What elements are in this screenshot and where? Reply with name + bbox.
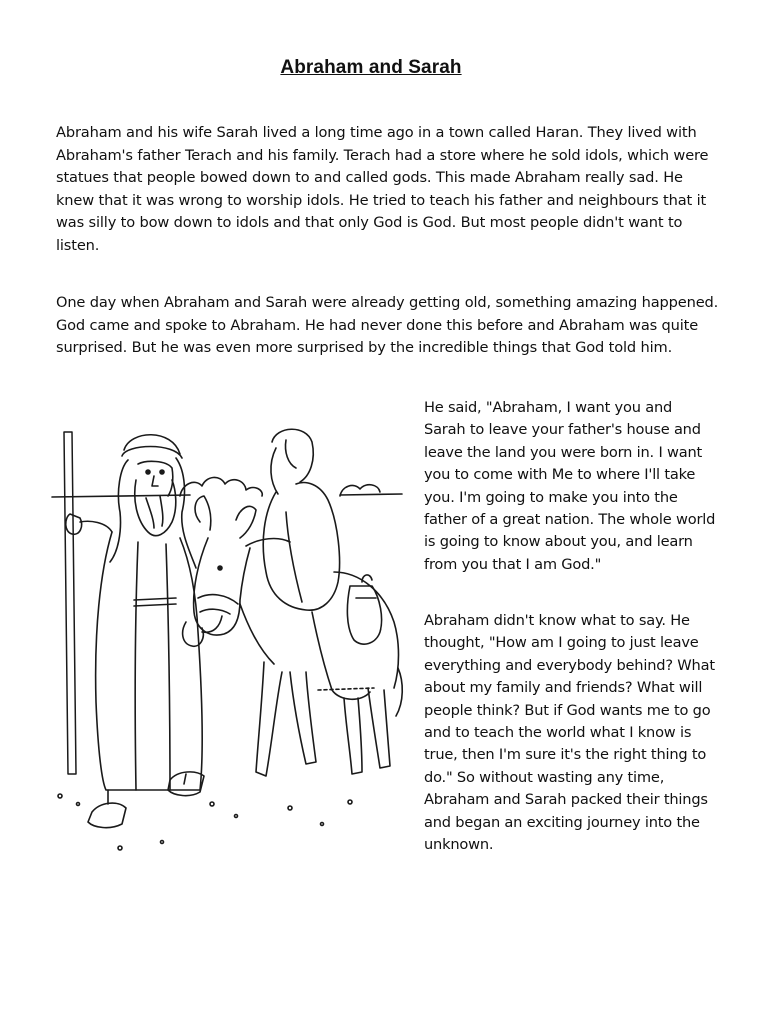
abraham-sarah-donkey-illustration [50,372,410,854]
eye-left [146,470,150,474]
eye-right [160,470,164,474]
donkey-back [334,572,399,688]
page-title: Abraham and Sarah [280,57,462,78]
robe [96,532,203,790]
donkey-leg-back-1 [368,688,390,768]
paragraph-abrahams-response: Abraham didn't know what to say. He thought, "How am I going to just leave everything and everybody behind? What about my family and friends? What will people think? But if God wants me to go and to teach the world what I know is true, then I'm sure it's the right thing to do." So without wasting any time, Abraham and Sarah packed their things and began an exciting journey into the unknown. [424,612,715,854]
paragraph-god-speaks: One day when Abraham and Sarah were already getting old, something amazing happened. God came and spoke to Abraham. He had never done this before and Abraham was quite surprised. But he was even more surprised by the incredible things that God told him. [56,294,719,356]
face [138,461,173,496]
beard [135,480,176,536]
donkey-neck [246,539,290,546]
robe-fold-1 [135,542,138,790]
saddle-bag [347,586,381,644]
donkey-chest [240,604,274,664]
donkey-head [194,538,250,635]
sarah-face [285,440,296,468]
headband [124,435,180,454]
donkey-leg-front-2 [290,672,316,764]
staff [64,432,76,774]
donkey-ear-left [195,496,211,530]
bush-left [180,477,262,496]
donkey-leg-back-2 [344,698,362,774]
sarah-headscarf [272,429,313,482]
headcloth-right [176,458,196,568]
hand-rope [183,622,204,646]
sandal-left [88,803,126,828]
sarah-robe [263,483,339,611]
belt [134,598,176,600]
donkey-ear-right [236,506,256,538]
donkey-eye [218,566,222,570]
sarah-dress-hem [312,612,370,699]
pebble [58,794,62,798]
paragraph-gods-command: He said, "Abraham, I want you and Sarah to leave your father's house and leave the land you were born in. I want you to come with Me to where I'll take you. I'm going to make you into the father of a great nation. The whole world is going to know about you, and learn from you that I am God." [424,399,716,573]
headcloth-left [110,460,128,562]
donkey-halter [198,595,238,604]
paragraph-intro: Abraham and his wife Sarah lived a long time ago in a town called Haran. They lived with Abraham's father Terach and his family. Terach had a store where he sold idols, which were statues that people bowed down to and called gods. This made Abraham really sad. He knew that it was wrong to worship idols. He tried to teach his father and neighbours that it was silly to bow down to idols and that only God is God. But most people didn't want to listen. [56,124,709,254]
donkey-leg-front-1 [256,662,282,776]
robe-fold-2 [166,544,170,790]
